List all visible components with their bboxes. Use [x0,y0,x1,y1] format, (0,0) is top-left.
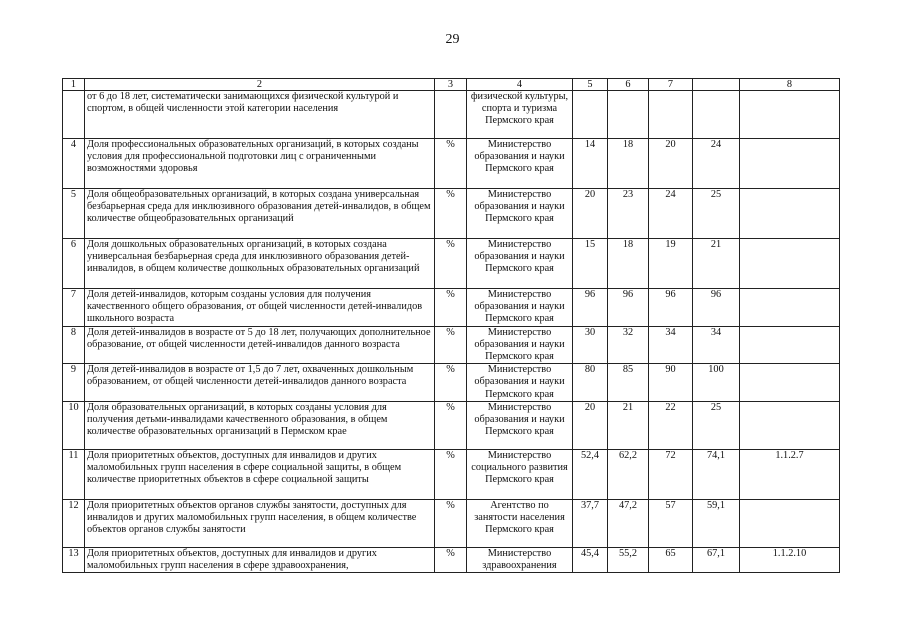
table-row [63,326,840,364]
value-cell: 32 [608,326,649,364]
organization-cell: Министерство образования и науки Пермского края [467,289,573,327]
code-cell [740,364,840,402]
indicator-name: Доля образовательных организаций, в которых созданы условия для получения детьми-инвалидами качественного образования, в общем количестве образовательных организаций в Пермском крае [85,401,435,449]
value-cell: 96 [608,289,649,327]
indicator-name: Доля детей-инвалидов, которым созданы условия для получения качественного общего образования, от общей численности детей-инвалидов школьного возраста [85,289,435,327]
value-cell: 37,7 [573,499,608,547]
unit-cell: % [435,449,467,499]
table-row [63,401,840,449]
table-row [63,239,840,289]
organization-cell: Министерство образования и науки Пермского края [467,364,573,402]
unit-cell [435,91,467,139]
organization-cell: Министерство образования и науки Пермского края [467,139,573,189]
value-cell: 96 [573,289,608,327]
value-cell: 47,2 [608,499,649,547]
code-cell [740,326,840,364]
unit-cell: % [435,364,467,402]
value-cell: 96 [693,289,740,327]
value-cell: 52,4 [573,449,608,499]
code-cell [740,499,840,547]
code-cell [740,189,840,239]
value-cell: 20 [649,139,693,189]
indicator-name: Доля приоритетных объектов органов службы занятости, доступных для инвалидов и других маломобильных групп населения, в общем количестве объектов органов службы занятости [85,499,435,547]
value-cell: 22 [649,401,693,449]
code-cell: 1.1.2.10 [740,547,840,572]
table-row [63,499,840,547]
header-cell: 2 [85,79,435,91]
value-cell: 19 [649,239,693,289]
unit-cell: % [435,139,467,189]
row-number: 11 [63,449,85,499]
row-number: 12 [63,499,85,547]
header-cell: 8 [740,79,840,91]
value-cell [608,91,649,139]
code-cell [740,401,840,449]
value-cell: 80 [573,364,608,402]
indicator-name: от 6 до 18 лет, систематически занимающихся физической культурой и спортом, в общей численности этой категории населения [85,91,435,139]
value-cell: 18 [608,239,649,289]
value-cell: 57 [649,499,693,547]
value-cell: 90 [649,364,693,402]
row-number [63,91,85,139]
value-cell: 18 [608,139,649,189]
value-cell: 24 [693,139,740,189]
value-cell [573,91,608,139]
unit-cell: % [435,499,467,547]
row-number: 8 [63,326,85,364]
unit-cell: % [435,239,467,289]
organization-cell: Министерство образования и науки Пермского края [467,189,573,239]
value-cell: 96 [649,289,693,327]
header-cell [693,79,740,91]
code-cell [740,139,840,189]
row-number: 7 [63,289,85,327]
value-cell: 30 [573,326,608,364]
value-cell: 34 [693,326,740,364]
table-row [63,547,840,572]
value-cell: 62,2 [608,449,649,499]
code-cell: 1.1.2.7 [740,449,840,499]
table-row [63,91,840,139]
row-number: 10 [63,401,85,449]
unit-cell: % [435,189,467,239]
indicator-name: Доля общеобразовательных организаций, в которых создана универсальная безбарьерная среда для инклюзивного образования детей-инвалидов, в общем количестве общеобразовательных организаций [85,189,435,239]
table-row [63,139,840,189]
header-cell: 6 [608,79,649,91]
organization-cell: Агентство по занятости населения Пермского края [467,499,573,547]
indicator-name: Доля детей-инвалидов в возрасте от 1,5 до 7 лет, охваченных дошкольным образованием, от общей численности детей-инвалидов данного возраста [85,364,435,402]
header-cell: 1 [63,79,85,91]
header-cell: 3 [435,79,467,91]
organization-cell: Министерство образования и науки Пермского края [467,239,573,289]
indicator-name: Доля приоритетных объектов, доступных для инвалидов и других маломобильных групп населения в сфере социальной защиты, в общем количестве приоритетных объектов в сфере социальной защиты [85,449,435,499]
header-cell: 4 [467,79,573,91]
table-row [63,364,840,402]
value-cell: 23 [608,189,649,239]
code-cell [740,289,840,327]
indicator-name: Доля профессиональных образовательных организаций, в которых созданы условия для профессиональной подготовки лиц с ограниченными возможностями здоровья [85,139,435,189]
code-cell [740,91,840,139]
value-cell: 25 [693,189,740,239]
value-cell: 15 [573,239,608,289]
indicators-table [62,78,840,573]
indicator-name: Доля дошкольных образовательных организаций, в которых создана универсальная безбарьерная среда для инклюзивного образования детей-инвалидов, в общем количестве дошкольных образовательных организаций [85,239,435,289]
value-cell: 67,1 [693,547,740,572]
value-cell [649,91,693,139]
organization-cell: физической культуры, спорта и туризма Пермского края [467,91,573,139]
row-number: 6 [63,239,85,289]
header-cell: 5 [573,79,608,91]
value-cell: 100 [693,364,740,402]
organization-cell: Министерство образования и науки Пермского края [467,326,573,364]
row-number: 9 [63,364,85,402]
table-row [63,449,840,499]
page-number: 29 [445,32,460,47]
organization-cell: Министерство здравоохранения [467,547,573,572]
value-cell: 24 [649,189,693,239]
row-number: 13 [63,547,85,572]
value-cell: 14 [573,139,608,189]
organization-cell: Министерство образования и науки Пермского края [467,401,573,449]
unit-cell: % [435,289,467,327]
value-cell: 59,1 [693,499,740,547]
value-cell: 20 [573,189,608,239]
organization-cell: Министерство социального развития Пермского края [467,449,573,499]
value-cell: 20 [573,401,608,449]
value-cell [693,91,740,139]
value-cell: 85 [608,364,649,402]
value-cell: 45,4 [573,547,608,572]
header-cell: 7 [649,79,693,91]
indicator-name: Доля детей-инвалидов в возрасте от 5 до 18 лет, получающих дополнительное образование, от общей численности детей-инвалидов данного возраста [85,326,435,364]
value-cell: 25 [693,401,740,449]
value-cell: 55,2 [608,547,649,572]
value-cell: 72 [649,449,693,499]
table-row [63,289,840,327]
value-cell: 74,1 [693,449,740,499]
row-number: 4 [63,139,85,189]
header-row [63,79,840,91]
value-cell: 34 [649,326,693,364]
unit-cell: % [435,401,467,449]
unit-cell: % [435,326,467,364]
code-cell [740,239,840,289]
unit-cell: % [435,547,467,572]
value-cell: 21 [693,239,740,289]
value-cell: 21 [608,401,649,449]
row-number: 5 [63,189,85,239]
indicator-name: Доля приоритетных объектов, доступных для инвалидов и других маломобильных групп населения в сфере здравоохранения, [85,547,435,572]
value-cell: 65 [649,547,693,572]
table-row [63,189,840,239]
